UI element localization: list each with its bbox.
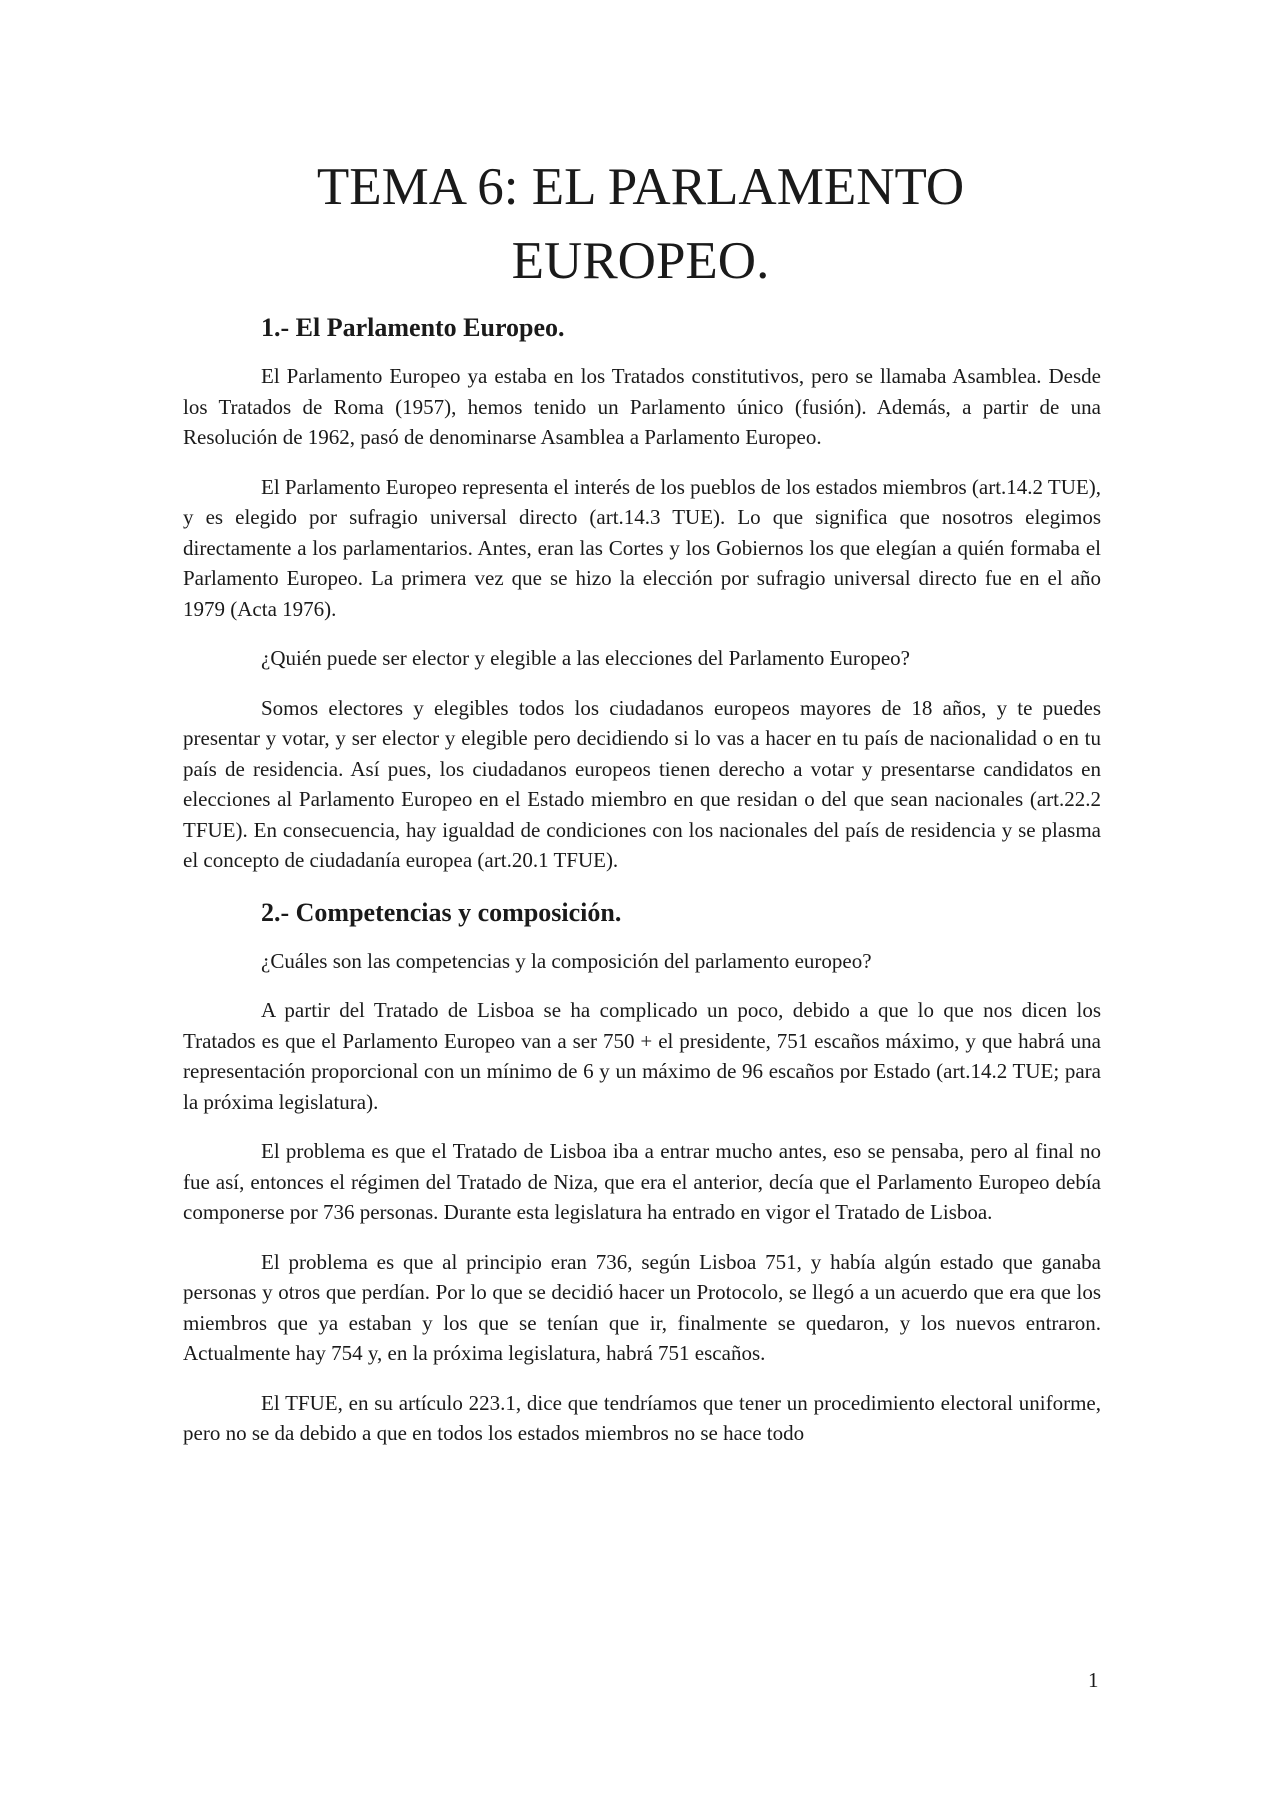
paragraph: Somos electores y elegibles todos los ciudadanos europeos mayores de 18 años, y te puedes presentar y votar, y ser elector y elegible pero decidiendo si lo vas a hacer en tu país de nacionalidad o en tu país de residencia. Así pues, los ciudadanos europeos tienen derecho a votar y presentarse candidatos en elecciones al Parlamento Europeo en el Estado miembro en que residan o del que sean nacionales (art.22.2 TFUE). En consecuencia, hay igualdad de condiciones con los nacionales del país de residencia y se plasma el concepto de ciudadanía europea (art.20.1 TFUE). xyxy=(183,695,1101,872)
document-title: TEMA 6: EL PARLAMENTO EUROPEO. xyxy=(316,158,965,290)
paragraph: El Parlamento Europeo ya estaba en los Tratados constitutivos, pero se llamaba Asamblea. Desde los Tratados de Roma (1957), hemos tenido un Parlamento único (fusión). Además, a partir de una Resolución de 1962, pasó de denominarse Asamblea a Parlamento Europeo. xyxy=(183,364,1101,449)
section-heading-2: 2.- Competencias y composición. xyxy=(261,897,622,927)
paragraph: El Parlamento Europeo representa el interés de los pueblos de los estados miembros (art.14.2 TUE), y es elegido por sufragio universal directo (art.14.3 TUE). Lo que significa que nosotros elegimos directamente a los parlamentarios. Antes, eran las Cortes y los Gobiernos los que elegían a quién formaba el Parlamento Europeo. La primera vez que se hizo la elección por sufragio universal directo fue en el año 1979 (Acta 1976). xyxy=(183,474,1101,621)
page-number: 1 xyxy=(1088,1668,1099,1692)
paragraph: A partir del Tratado de Lisboa se ha complicado un poco, debido a que lo que nos dicen los Tratados es que el Parlamento Europeo van a ser 750 + el presidente, 751 escaños máximo, y que habrá una representación proporcional con un mínimo de 6 y un máximo de 96 escaños por Estado (art.14.2 TUE; para la próxima legislatura). xyxy=(183,998,1101,1114)
paragraph: El problema es que el Tratado de Lisboa iba a entrar mucho antes, eso se pensaba, pero al final no fue así, entonces el régimen del Tratado de Niza, que era el anterior, decía que el Parlamento Europeo debía componerse por 736 personas. Durante esta legislatura ha entrado en vigor el Tratado de Lisboa. xyxy=(183,1139,1101,1224)
section-heading-1: 1.- El Parlamento Europeo. xyxy=(261,313,565,342)
question-paragraph: ¿Quién puede ser elector y elegible a las elecciones del Parlamento Europeo? xyxy=(261,646,910,670)
question-paragraph: ¿Cuáles son las competencias y la composición del parlamento europeo? xyxy=(261,948,872,973)
paragraph: El TFUE, en su artículo 223.1, dice que tendríamos que tener un procedimiento electoral uniforme, pero no se da debido a que en todos los estados miembros no se hace todo xyxy=(183,1390,1101,1445)
document-body xyxy=(183,310,1101,1468)
paragraph: El problema es que al principio eran 736, según Lisboa 751, y había algún estado que ganaba personas y otros que perdían. Por lo que se decidió hacer un Protocolo, se llegó a un acuerdo que era que los miembros que ya estaban y los que se tenían que ir, finalmente se quedaron, y los nuevos entraron. Actualmente hay 754 y, en la próxima legislatura, habrá 751 escaños. xyxy=(183,1249,1101,1365)
